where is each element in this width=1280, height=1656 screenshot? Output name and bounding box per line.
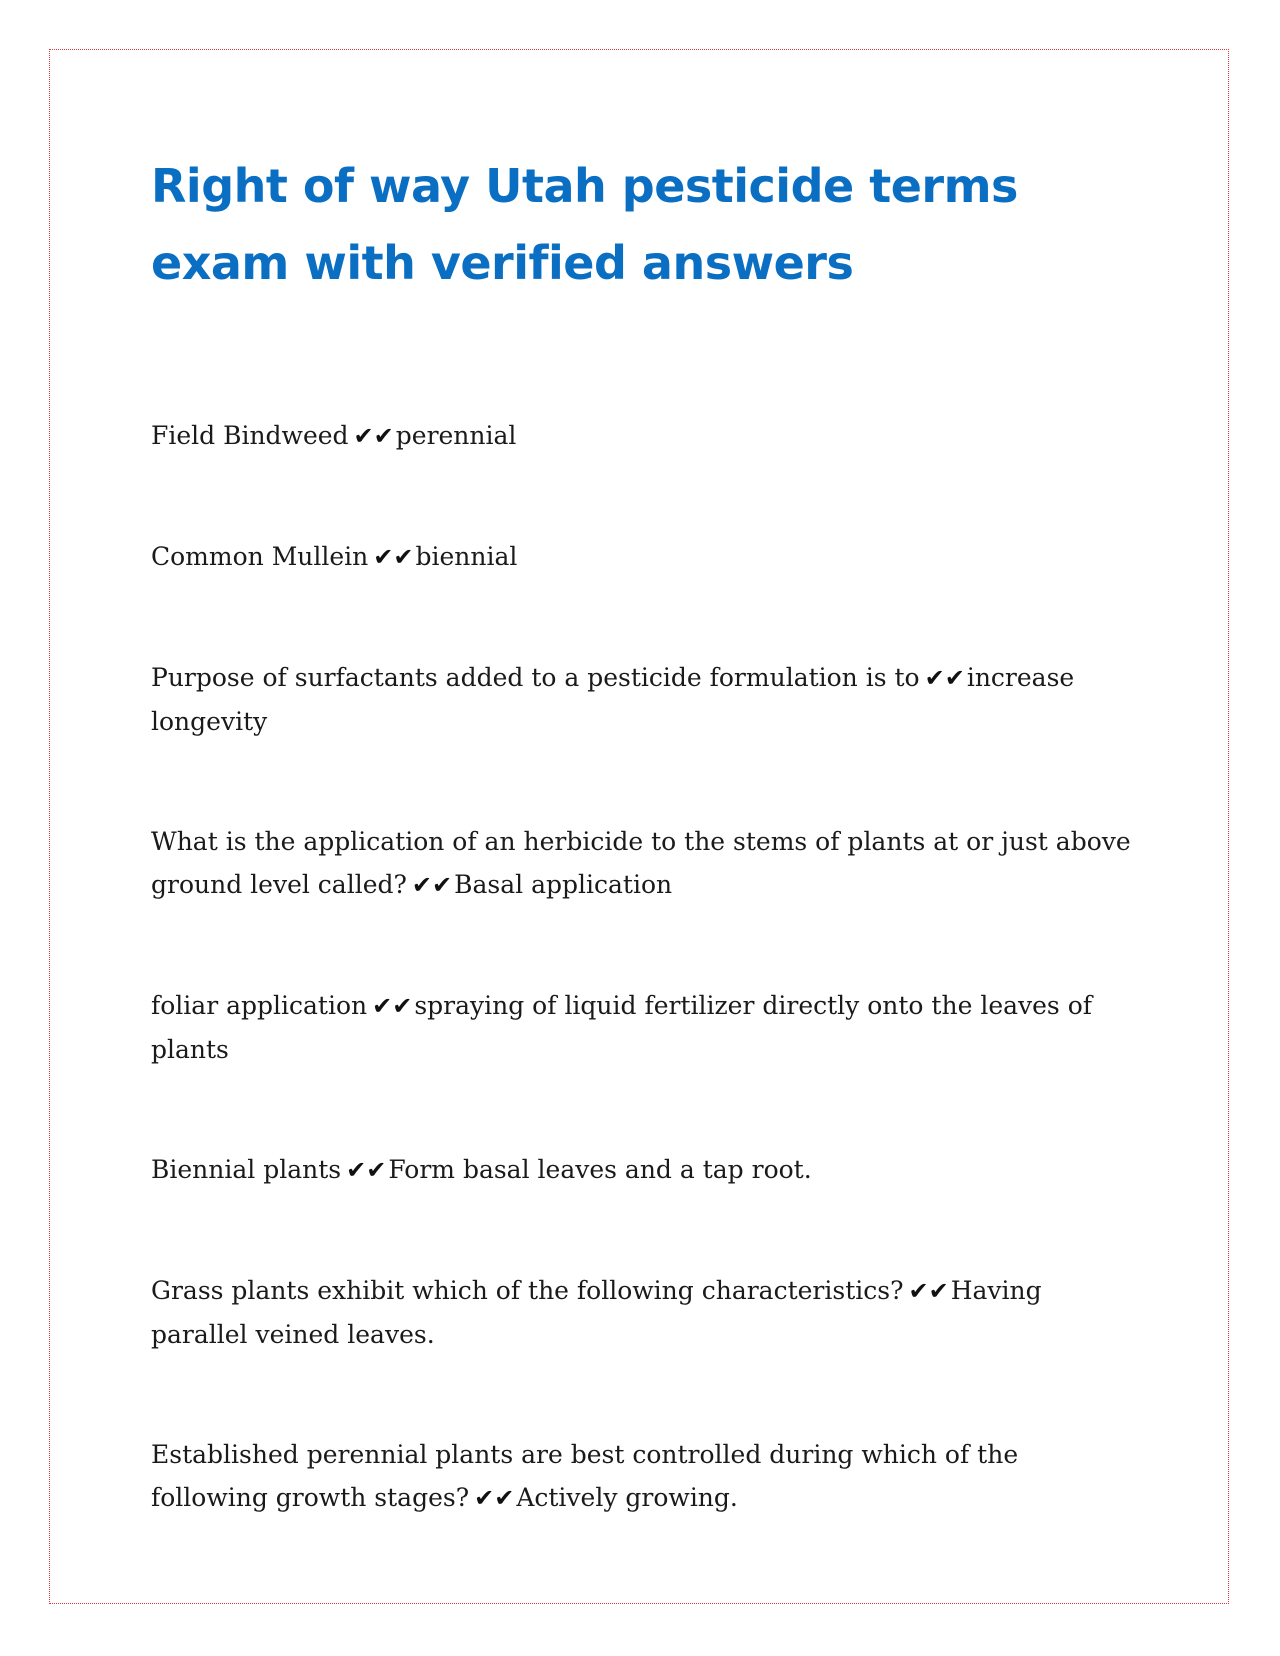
answer-text: biennial <box>415 542 518 571</box>
answer-text: spraying of liquid fertilizer directly onto the leaves of plants <box>151 991 1093 1064</box>
answer-text: increase longevity <box>151 663 1075 736</box>
answer-text: Actively growing. <box>516 1483 738 1512</box>
qa-item <box>151 656 1131 743</box>
document-content <box>151 148 1131 1597</box>
checkmark-icon: ✔✔ <box>372 992 413 1020</box>
checkmark-icon: ✔✔ <box>908 1277 949 1305</box>
qa-item <box>151 414 1131 458</box>
checkmark-icon: ✔✔ <box>353 422 394 450</box>
checkmark-icon: ✔✔ <box>411 871 453 899</box>
answer-text: Having parallel veined leaves. <box>151 1276 1042 1349</box>
question-text: Field Bindweed <box>151 421 349 450</box>
question-text: Grass plants exhibit which of the following characteristics? <box>151 1276 904 1305</box>
question-text: Biennial plants <box>151 1155 342 1184</box>
question-text: What is the application of an herbicide to the stems of plants at or just above ground level called? <box>151 827 1131 899</box>
question-text: Common Mullein <box>151 542 369 571</box>
qa-item <box>151 535 1131 579</box>
question-text: foliar application <box>151 991 368 1020</box>
answer-text: Basal application <box>454 870 673 899</box>
question-text: Established perennial plants are best controlled during which of the following growth stages? <box>151 1440 1019 1512</box>
qa-item <box>151 820 1131 907</box>
qa-item <box>151 1269 1131 1356</box>
qa-list <box>151 414 1131 1520</box>
qa-item <box>151 984 1131 1071</box>
checkmark-icon: ✔✔ <box>373 543 414 571</box>
checkmark-icon: ✔✔ <box>346 1156 387 1184</box>
checkmark-icon: ✔✔ <box>474 1484 515 1512</box>
answer-text: Form basal leaves and a tap root. <box>388 1155 812 1184</box>
qa-item <box>151 1433 1131 1520</box>
answer-text: perennial <box>395 421 517 450</box>
question-text: Purpose of surfactants added to a pesticide formulation is to <box>151 663 920 692</box>
checkmark-icon: ✔✔ <box>924 664 965 692</box>
qa-item <box>151 1148 1131 1192</box>
document-title: Right of way Utah pesticide terms exam with verified answers <box>151 159 1018 290</box>
